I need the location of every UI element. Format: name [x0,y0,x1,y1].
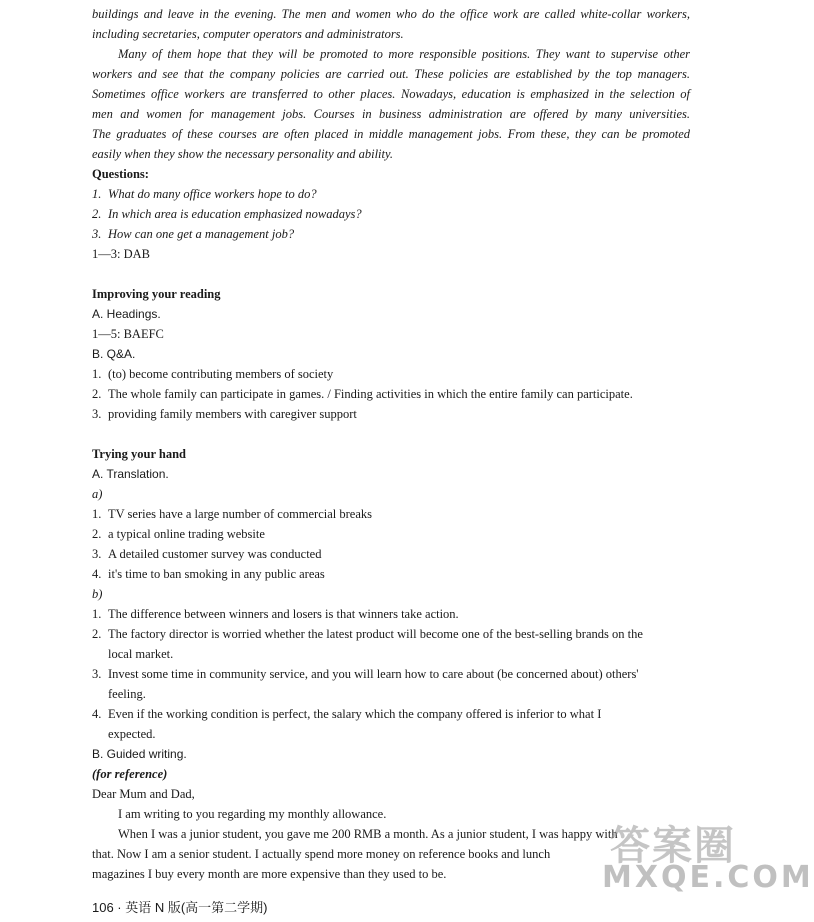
question-item: 1. What do many office workers hope to do? [92,187,317,201]
translation-b-item: 1. The difference between winners and losers is that winners take action. [92,607,459,621]
translation-a-item: 4. it's time to ban smoking in any public areas [92,567,325,581]
watermark-bottom-text: MXQE.COM [602,860,814,895]
qa-item: 2. The whole family can participate in games. / Finding activities in which the entire family can participate. [92,387,633,401]
part-a-label: a) [92,487,103,501]
passage-line-4: workers and see that the company policies are carried out. These policies are established by the top managers. [92,67,690,81]
letter-line: When I was a junior student, you gave me 200 RMB a month. As a junior student, I was happy with [118,827,618,841]
letter-line: I am writing to you regarding my monthly allowance. [118,807,387,821]
translation-b-item: 3. Invest some time in community service, and you will learn how to care about (be concerned about) others' [92,667,639,681]
qa-label: B. Q&A. [92,347,136,361]
question-item: 2. In which area is education emphasized nowadays? [92,207,362,221]
passage-line-2: including secretaries, computer operators and administrators. [92,27,404,41]
reference-label: (for reference) [92,767,168,781]
document-page [92,4,690,884]
passage-line-8: easily when they show the necessary personality and ability. [92,147,393,161]
questions-heading: Questions: [92,167,149,181]
translation-label: A. Translation. [92,467,169,481]
letter-line: magazines I buy every month are more expensive than they used to be. [92,867,447,881]
improving-heading: Improving your reading [92,287,221,301]
questions-answer: 1—3: DAB [92,247,150,261]
translation-a-item: 1. TV series have a large number of commercial breaks [92,507,373,521]
translation-b-item-cont: expected. [108,727,156,741]
passage-line-6: men and women for management jobs. Courses in business administration are offered by many universities. [92,107,690,121]
letter-line: that. Now I am a senior student. I actually spend more money on reference books and lunch [92,847,551,861]
letter-greeting: Dear Mum and Dad, [92,787,195,801]
passage-line-7: The graduates of these courses are often placed in middle management jobs. From these, they can be promoted [92,127,690,141]
watermark-top-text: 答案圈 [610,823,736,869]
translation-b-item: 2. The factory director is worried whether the latest product will become one of the best-selling brands on the [92,627,643,641]
translation-a-item: 3. A detailed customer survey was conducted [92,547,322,561]
headings-label: A. Headings. [92,307,161,321]
question-item: 3. How can one get a management job? [92,227,295,241]
translation-b-item: 4. Even if the working condition is perfect, the salary which the company offered is inferior to what I [92,707,602,721]
page-footer: 106 · 英语 N 版(高一第二学期) [92,900,268,915]
watermark-logo [602,814,814,895]
guided-writing-label: B. Guided writing. [92,747,187,761]
qa-item: 3. providing family members with caregiver support [92,407,357,421]
translation-b-item-cont: feeling. [108,687,146,701]
passage-line-1: buildings and leave in the evening. The men and women who do the office work are called white-collar workers, [92,7,690,21]
translation-a-item: 2. a typical online trading website [92,527,265,541]
passage-line-3: Many of them hope that they will be promoted to more responsible positions. They want to supervise other [118,47,690,61]
headings-answer: 1—5: BAEFC [92,327,164,341]
passage-line-5: Sometimes office workers are transferred to other places. Nowadays, education is emphasized in the selection of [92,87,690,101]
trying-heading: Trying your hand [92,447,187,461]
part-b-label: b) [92,587,103,601]
translation-b-item-cont: local market. [108,647,174,661]
qa-item: 1. (to) become contributing members of society [92,367,334,381]
